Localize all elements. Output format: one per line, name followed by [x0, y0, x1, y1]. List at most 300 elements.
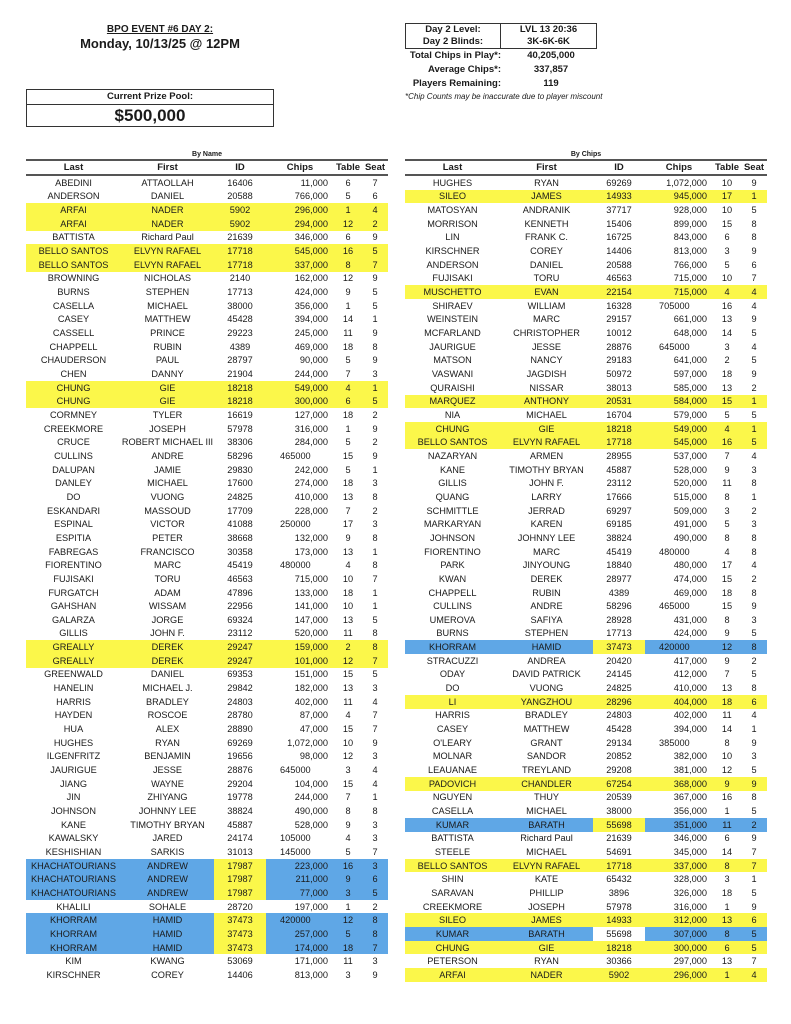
cell-first: PETER — [152, 532, 183, 543]
cell-first: ELVYN RAFAEL — [121, 258, 214, 272]
table-row — [405, 668, 767, 682]
cell-id: 29134 — [606, 737, 632, 748]
cell-id: 24174 — [227, 833, 253, 844]
cell-seat: 3 — [372, 519, 378, 530]
cell-table: 8 — [724, 737, 730, 748]
cell-table: 1 — [724, 806, 730, 817]
cell-first: GIE — [121, 381, 214, 395]
cell-table: 18 — [721, 887, 733, 898]
cell-first: FRANCISCO — [140, 546, 195, 557]
cell-chips: 431,000 — [673, 614, 707, 625]
cell-table: 13 — [342, 683, 354, 694]
cell-first: Richard Paul — [520, 833, 573, 844]
cell-table: 10 — [342, 737, 354, 748]
cell-last: GALARZA — [52, 614, 95, 625]
cell-table: 17 — [342, 519, 354, 530]
cell-id: 22956 — [227, 601, 253, 612]
cell-chips: 410,000 — [294, 491, 328, 502]
cell-id: 17600 — [227, 478, 253, 489]
cell-chips: 813,000 — [294, 969, 328, 980]
table-row — [26, 791, 388, 805]
cell-first: SANDOR — [526, 751, 567, 762]
cell-last: BURNS — [57, 287, 90, 298]
cell-first: RYAN — [155, 737, 180, 748]
cell-chips: 412,000 — [673, 669, 707, 680]
cell-id: 16619 — [227, 409, 253, 420]
cell-seat: 1 — [741, 395, 767, 409]
cell-last: GAHSHAN — [50, 601, 97, 612]
cell-chips: 417,000 — [673, 655, 707, 666]
table-row — [26, 777, 388, 791]
cell-table: 2 — [724, 355, 730, 366]
cell-seat: 8 — [751, 587, 757, 598]
cell-last: KWAN — [438, 573, 467, 584]
cell-first: JINYOUNG — [522, 560, 571, 571]
cell-seat: 4 — [751, 341, 757, 352]
cell-chips: 715,000 — [645, 285, 713, 299]
cell-seat: 1 — [372, 546, 378, 557]
cell-table: 6 — [713, 941, 741, 955]
cell-last: PETERSON — [427, 956, 478, 967]
cell-seat: 5 — [741, 435, 767, 449]
cell-id: 45428 — [227, 314, 253, 325]
cell-table: 5 — [345, 355, 351, 366]
cell-last: BATTISTA — [431, 833, 474, 844]
cell-first: PHILLIP — [529, 887, 564, 898]
cell-id: 50972 — [606, 369, 632, 380]
cell-seat: 7 — [372, 573, 378, 584]
table-row — [405, 954, 767, 968]
cell-chips: 469,000 — [294, 341, 328, 352]
cell-last: MCFARLAND — [424, 328, 481, 339]
cell-table: 5 — [334, 927, 362, 941]
cell-last: HUGHES — [432, 177, 473, 188]
cell-first: KATE — [534, 874, 559, 885]
cell-last: JAURIGUE — [429, 341, 476, 352]
cell-last: JOHNSON — [430, 532, 475, 543]
table-row — [405, 654, 767, 668]
col-seat: Seat — [362, 160, 388, 175]
cell-seat: 4 — [362, 203, 388, 217]
cell-last: KHORRAM — [26, 927, 121, 941]
cell-last: JAURIGUE — [50, 765, 97, 776]
cell-table: 11 — [722, 478, 732, 489]
cell-id: 46563 — [606, 273, 632, 284]
cell-chips: 104,000 — [294, 778, 328, 789]
cell-last: KIRSCHNER — [425, 246, 480, 257]
cell-first: KAREN — [530, 519, 563, 530]
cell-seat: 5 — [751, 355, 757, 366]
cell-table: 5 — [724, 409, 730, 420]
cell-last: FUJISAKI — [53, 573, 94, 584]
cell-id: 29183 — [606, 355, 632, 366]
cell-last: WEINSTEIN — [426, 314, 479, 325]
table-row — [26, 285, 388, 299]
cell-seat: 5 — [751, 765, 757, 776]
cell-table: 1 — [345, 901, 351, 912]
table-row — [26, 586, 388, 600]
cell-chips: 520,000 — [294, 628, 328, 639]
cell-chips: 141,000 — [294, 601, 328, 612]
tournament-stats — [405, 23, 620, 101]
cell-table: 8 — [334, 258, 362, 272]
cell-seat: 6 — [741, 913, 767, 927]
cell-id: 17987 — [214, 859, 266, 873]
cell-last: MARQUEZ — [405, 395, 500, 409]
cell-id: 24825 — [606, 683, 632, 694]
cell-first: HAMID — [500, 640, 593, 654]
cell-first: VUONG — [529, 683, 564, 694]
players-remaining-label: Players Remaining: — [412, 78, 501, 89]
cell-chips: 147,000 — [294, 614, 328, 625]
cell-seat: 8 — [362, 640, 388, 654]
cell-id: 18218 — [593, 422, 645, 436]
cell-last: SCHMITTLE — [426, 505, 479, 516]
event-header — [60, 24, 260, 52]
cell-first: MICHAEL — [147, 300, 188, 311]
cell-id: 53069 — [227, 956, 253, 967]
cell-seat: 9 — [741, 777, 767, 791]
cell-first: BARATH — [500, 927, 593, 941]
table-row — [405, 818, 767, 832]
cell-id: 55698 — [593, 927, 645, 941]
cell-first: JARED — [152, 833, 183, 844]
cell-seat: 2 — [372, 505, 378, 516]
cell-last: KIM — [65, 956, 82, 967]
cell-id: 4389 — [229, 341, 251, 352]
cell-last: MARKARYAN — [423, 519, 482, 530]
cell-first: BARATH — [500, 818, 593, 832]
cell-seat: 7 — [372, 724, 378, 735]
cell-seat: 5 — [751, 628, 757, 639]
cell-first: JORGE — [151, 614, 184, 625]
cell-chips: 420000 — [645, 640, 713, 654]
cell-seat: 5 — [751, 205, 757, 216]
cell-last: GREALLY — [26, 640, 121, 654]
cell-seat: 2 — [751, 573, 757, 584]
cell-first: MATTHEW — [144, 314, 191, 325]
cell-table: 8 — [345, 806, 351, 817]
cell-id: 17987 — [214, 872, 266, 886]
cell-first: JAMES — [500, 190, 593, 204]
table-row — [26, 231, 388, 245]
cell-id: 23112 — [606, 478, 632, 489]
cell-table: 9 — [345, 532, 351, 543]
cell-last: MOLNAR — [432, 751, 473, 762]
cell-last: CREEKMORE — [43, 423, 104, 434]
cell-first: MICHAEL — [147, 478, 188, 489]
cell-chips: 211,000 — [266, 872, 334, 886]
cell-chips: 133,000 — [294, 587, 328, 598]
table-row — [26, 272, 388, 286]
cell-table: 9 — [713, 777, 741, 791]
cell-id: 16406 — [227, 177, 253, 188]
cell-seat: 5 — [362, 395, 388, 409]
cell-chips: 490,000 — [673, 532, 707, 543]
cell-table: 9 — [345, 287, 351, 298]
cell-seat: 7 — [751, 273, 757, 284]
cell-last: ESKANDARI — [46, 505, 101, 516]
cell-chips: 394,000 — [294, 314, 328, 325]
table-row — [26, 435, 388, 449]
cell-last: DANLEY — [55, 478, 92, 489]
table-row — [26, 736, 388, 750]
col-last: Last — [26, 160, 121, 175]
cell-id: 69297 — [606, 505, 632, 516]
table-row — [26, 900, 388, 914]
table-row — [405, 231, 767, 245]
cell-id: 24803 — [606, 710, 632, 721]
cell-last: HAYDEN — [54, 710, 93, 721]
cell-last: FUJISAKI — [432, 273, 473, 284]
cell-first: DAVID PATRICK — [512, 669, 581, 680]
cell-chips: 244,000 — [294, 792, 328, 803]
cell-id: 37473 — [214, 927, 266, 941]
cell-first: HAMID — [121, 941, 214, 955]
cell-id: 46563 — [227, 573, 253, 584]
cell-first: RUBIN — [532, 587, 561, 598]
table-row — [405, 463, 767, 477]
cell-last: KESHISHIAN — [45, 846, 102, 857]
table-row — [405, 190, 767, 204]
cell-last: UMEROVA — [429, 614, 476, 625]
cell-table: 10 — [721, 751, 733, 762]
cell-id: 17718 — [214, 258, 266, 272]
cell-first: DANNY — [151, 369, 184, 380]
cell-seat: 2 — [751, 382, 757, 393]
cell-seat: 3 — [372, 369, 378, 380]
cell-table: 10 — [342, 573, 354, 584]
cell-id: 45419 — [606, 546, 632, 557]
cell-seat: 8 — [372, 560, 378, 571]
cell-last: BELLO SANTOS — [26, 244, 121, 258]
cell-chips: 585,000 — [673, 382, 707, 393]
cell-chips: 545,000 — [645, 435, 713, 449]
cell-last: QUANG — [435, 491, 470, 502]
cell-table: 7 — [345, 369, 351, 380]
cell-seat: 5 — [372, 614, 378, 625]
cell-first: KENNETH — [524, 218, 569, 229]
cell-first: ALEX — [155, 724, 180, 735]
cell-last: KANE — [439, 464, 466, 475]
cell-id: 20539 — [606, 792, 632, 803]
table-row — [405, 927, 767, 941]
cell-last: PADOVICH — [405, 777, 500, 791]
cell-table: 13 — [342, 491, 354, 502]
table-row — [26, 941, 388, 955]
cell-seat: 5 — [372, 669, 378, 680]
cell-first: COREY — [151, 969, 184, 980]
cell-chips: 715,000 — [294, 573, 328, 584]
cell-first: GIE — [121, 395, 214, 409]
cell-last: CASELLA — [52, 300, 95, 311]
cell-table: 18 — [721, 369, 733, 380]
cell-last: SILEO — [405, 190, 500, 204]
prize-pool-box — [26, 89, 274, 127]
cell-first: NADER — [121, 217, 214, 231]
cell-last: GREENWALD — [44, 669, 103, 680]
cell-chips: 549,000 — [266, 381, 334, 395]
table-row — [405, 203, 767, 217]
cell-first: ANDREA — [527, 655, 566, 666]
cell-chips: 597,000 — [673, 369, 707, 380]
cell-id: 29247 — [214, 654, 266, 668]
cell-last: CASEY — [436, 724, 469, 735]
cell-table: 18 — [713, 695, 741, 709]
table-row — [26, 449, 388, 463]
table-row — [26, 709, 388, 723]
table-header — [405, 160, 767, 175]
cell-id: 24803 — [227, 696, 253, 707]
cell-seat: 8 — [372, 341, 378, 352]
cell-seat: 4 — [751, 710, 757, 721]
table-row — [405, 517, 767, 531]
table-row — [26, 968, 388, 982]
cell-table: 15 — [342, 450, 354, 461]
cell-chips: 1,072,000 — [287, 737, 328, 748]
cell-table: 8 — [713, 859, 741, 873]
cell-table: 9 — [334, 872, 362, 886]
cell-chips: 328,000 — [673, 874, 707, 885]
cell-table: 11 — [713, 818, 741, 832]
cell-last: BELLO SANTOS — [405, 859, 500, 873]
cell-table: 13 — [721, 683, 733, 694]
cell-first: ADAM — [154, 587, 181, 598]
cell-chips: 469,000 — [673, 587, 707, 598]
level-value: LVL 13 20:36 — [519, 24, 578, 35]
cell-seat: 1 — [751, 724, 757, 735]
cell-first: SAFIYA — [530, 614, 563, 625]
cell-seat: 7 — [362, 258, 388, 272]
table-row — [26, 640, 388, 654]
cell-table: 3 — [334, 886, 362, 900]
cell-id: 58296 — [606, 601, 632, 612]
cell-table: 13 — [721, 382, 733, 393]
table-row — [26, 258, 388, 272]
table-row — [405, 709, 767, 723]
cell-id: 28876 — [227, 765, 253, 776]
cell-table: 15 — [721, 601, 733, 612]
table-row — [405, 750, 767, 764]
cell-chips: 87,000 — [299, 710, 328, 721]
cell-table: 8 — [724, 491, 730, 502]
cell-seat: 3 — [751, 751, 757, 762]
cell-table: 12 — [334, 913, 362, 927]
table-row — [26, 750, 388, 764]
cell-last: GILLIS — [438, 478, 467, 489]
cell-last: KHACHATOURIANS — [26, 859, 121, 873]
cell-chips: 490,000 — [294, 806, 328, 817]
table-row — [26, 832, 388, 846]
cell-first: ROBERT MICHAEL III — [121, 437, 214, 448]
total-chips-label: Total Chips in Play*: — [409, 50, 501, 61]
cell-last: QURAISHI — [430, 382, 475, 393]
cell-table: 14 — [342, 314, 354, 325]
cell-table: 10 — [721, 177, 733, 188]
cell-table: 1 — [334, 203, 362, 217]
cell-last: BATTISTA — [52, 232, 95, 243]
cell-table: 6 — [724, 232, 730, 243]
cell-id: 20852 — [606, 751, 632, 762]
cell-last: HUGHES — [53, 737, 94, 748]
cell-id: 24825 — [227, 491, 253, 502]
table-row — [26, 490, 388, 504]
cell-seat: 6 — [741, 695, 767, 709]
cell-table: 6 — [345, 177, 351, 188]
cell-id: 17718 — [593, 859, 645, 873]
cell-table: 15 — [342, 669, 354, 680]
cell-table: 12 — [713, 640, 741, 654]
cell-first: JERRAD — [528, 505, 565, 516]
cell-first: ANDRE — [151, 450, 184, 461]
cell-first: RUBIN — [153, 341, 182, 352]
cell-seat: 4 — [372, 696, 378, 707]
cell-seat: 8 — [362, 927, 388, 941]
cell-first: JOHNNY LEE — [138, 806, 197, 817]
cell-first: JAMIE — [153, 464, 182, 475]
cell-first: HAMID — [121, 913, 214, 927]
cell-first: MICHAEL J. — [142, 683, 193, 694]
cell-first: GRANT — [530, 737, 563, 748]
cell-id: 14933 — [593, 913, 645, 927]
cell-first: YANGZHOU — [500, 695, 593, 709]
table-row — [26, 203, 388, 217]
cell-id: 20420 — [606, 655, 632, 666]
col-table: Table — [714, 162, 740, 173]
cell-id: 24145 — [606, 669, 632, 680]
cell-table: 9 — [345, 819, 351, 830]
cell-last: KHALILI — [56, 901, 91, 912]
cell-seat: 9 — [751, 246, 757, 257]
cell-last: CULLINS — [433, 601, 472, 612]
cell-seat: 2 — [372, 437, 378, 448]
col-seat: Seat — [741, 160, 767, 175]
cell-chips: 307,000 — [645, 927, 713, 941]
cell-seat: 2 — [372, 409, 378, 420]
cell-id: 21639 — [227, 232, 253, 243]
cell-seat: 5 — [751, 409, 757, 420]
table-row — [26, 422, 388, 436]
cell-id: 5902 — [214, 217, 266, 231]
cell-chips: 424,000 — [673, 628, 707, 639]
cell-chips: 297,000 — [673, 956, 707, 967]
cell-id: 31013 — [227, 846, 253, 857]
table-row — [26, 872, 388, 886]
col-chips: Chips — [266, 160, 334, 175]
table-row — [26, 558, 388, 572]
table-row — [405, 545, 767, 559]
table-row — [405, 435, 767, 449]
cell-id: 37473 — [593, 640, 645, 654]
cell-chips: 545,000 — [266, 244, 334, 258]
cell-last: KIRSCHNER — [46, 969, 101, 980]
table-row — [26, 572, 388, 586]
cell-chips: 515,000 — [673, 491, 707, 502]
cell-table: 12 — [342, 751, 354, 762]
cell-first: GIE — [500, 941, 593, 955]
cell-seat: 1 — [751, 491, 757, 502]
cell-id: 21904 — [227, 369, 253, 380]
cell-id: 19778 — [227, 792, 253, 803]
cell-last: NGUYEN — [432, 792, 473, 803]
cell-first: FRANK C. — [525, 232, 568, 243]
cell-table: 1 — [345, 300, 351, 311]
table-row — [405, 313, 767, 327]
cell-id: 30358 — [227, 546, 253, 557]
cell-chips: 300,000 — [645, 941, 713, 955]
cell-last: VASWANI — [431, 369, 474, 380]
table-row — [405, 640, 767, 654]
